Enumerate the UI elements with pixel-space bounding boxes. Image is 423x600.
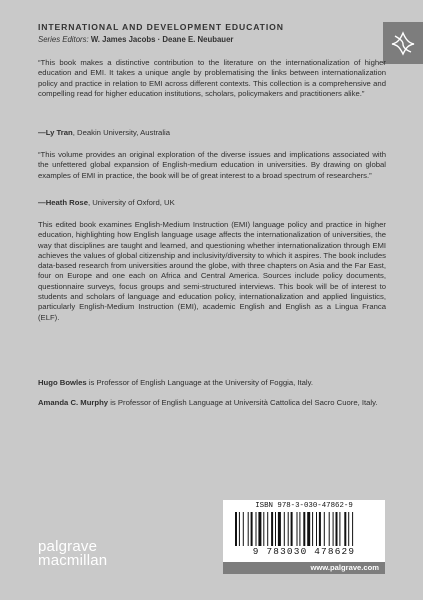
publisher-logo-line1: palgrave [38, 538, 98, 555]
isbn-label: ISBN 978-3-030-47862-9 [255, 502, 353, 510]
website-url: www.palgrave.com [310, 563, 379, 572]
website-bar [223, 562, 385, 574]
barcode-icon [233, 512, 375, 548]
series-editors-label: Series Editors: [38, 35, 89, 44]
endorsement-attribution-2 [38, 198, 175, 207]
endorser-name-1: —Ly Tran [38, 128, 73, 137]
publisher-logo [38, 540, 107, 568]
publisher-badge [383, 22, 423, 64]
editor-bio-text-1: is Professor of English Language at the University of Foggia, Italy. [86, 378, 314, 387]
barcode-digits: 9 783030 478629 [252, 546, 356, 557]
endorsement-quote-2: “This volume provides an original exploration of the diverse issues and implications associated with the unfettered global expansion of English-medium education in universities. By drawing on global examples of EMI in practice, the book will be of great interest to a broad spectrum of researchers.” [38, 150, 386, 180]
publisher-logo-line2: macmillan [38, 552, 108, 569]
editor-bio-2 [38, 398, 386, 408]
series-editors-names: W. James Jacobs · Deane E. Neubauer [90, 35, 234, 44]
book-description: This edited book examines English-Medium Instruction (EMI) language policy and practice in higher education, highlighting how English language usage affects the internationalization of universities, the way that disciplines are taught and learned, and questioning whether internationalization through EMI achieves the values of global citizenship and inclusivity/diversity to which it aspires. The book includes data-based research from universities around the globe, with three chapters on Asia and the Far East, four on Europe and one each on Africa and Central America. Sources include policy documents, questionnaire surveys, focus groups and semi-structured interviews. This book will be of interest to students and scholars of language and education policy, internationalization and applied linguistics, particularly English-Medium Instruction (EMI), academic English and English as a Lingua Franca (ELF). [38, 220, 386, 322]
endorsement-attribution-1 [38, 128, 170, 137]
series-title: INTERNATIONAL AND DEVELOPMENT EDUCATION [38, 22, 284, 32]
endorser-affiliation-2: , University of Oxford, UK [87, 198, 175, 207]
editor-bio-1 [38, 378, 386, 388]
series-editors [38, 35, 233, 44]
barcode-panel [223, 500, 385, 562]
editor-name-2: Amanda C. Murphy [38, 398, 109, 407]
endorsement-quote-1: “This book makes a distinctive contribution to the literature on the internationalization of higher education and EMI. It takes a unique angle by problematising the links between internationalization policy and practice in relation to EMI across different contexts. This collection is a comprehensive and compelling read for higher education institutions, scholars, policymakers and practitioners alike.” [38, 58, 386, 98]
palgrave-star-icon [389, 29, 417, 57]
editor-bio-text-2: is Professor of English Language at Università Cattolica del Sacro Cuore, Italy. [108, 398, 378, 407]
endorser-name-2: —Heath Rose [38, 198, 88, 207]
endorser-affiliation-1: , Deakin University, Australia [72, 128, 171, 137]
editor-name-1: Hugo Bowles [38, 378, 87, 387]
